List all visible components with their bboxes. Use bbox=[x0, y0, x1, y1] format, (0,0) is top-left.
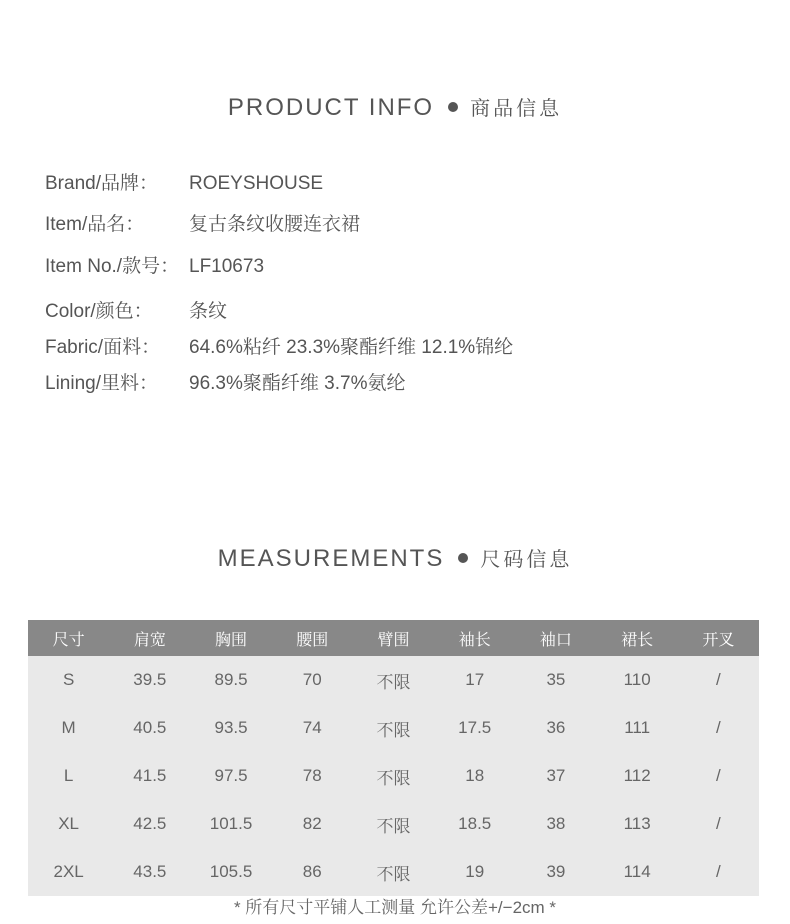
table-cell: 36 bbox=[515, 704, 596, 752]
measurements-title bbox=[0, 543, 790, 573]
table-cell: 不限 bbox=[353, 848, 434, 896]
header-cuff: 袖口 bbox=[515, 620, 596, 656]
info-row-fabric bbox=[45, 332, 513, 359]
table-cell: 110 bbox=[597, 656, 678, 704]
table-cell: XL bbox=[28, 800, 109, 848]
table-cell: L bbox=[28, 752, 109, 800]
table-cell: 40.5 bbox=[109, 704, 190, 752]
table-cell: 2XL bbox=[28, 848, 109, 896]
info-value: ROEYSHOUSE bbox=[189, 173, 324, 194]
table-cell: 38 bbox=[515, 800, 596, 848]
header-arm: 臂围 bbox=[353, 620, 434, 656]
info-row-brand bbox=[45, 168, 323, 195]
table-cell: 35 bbox=[515, 656, 596, 704]
table-row bbox=[28, 800, 759, 848]
table-cell: / bbox=[678, 656, 759, 704]
measurements-title-en: MEASUREMENTS bbox=[217, 545, 445, 572]
table-cell: 17.5 bbox=[434, 704, 515, 752]
table-cell: 97.5 bbox=[190, 752, 271, 800]
table-cell: 不限 bbox=[353, 800, 434, 848]
table-cell: / bbox=[678, 848, 759, 896]
table-row bbox=[28, 752, 759, 800]
table-cell: M bbox=[28, 704, 109, 752]
info-row-lining bbox=[45, 368, 405, 395]
header-skirt-length: 裙长 bbox=[597, 620, 678, 656]
table-cell: 114 bbox=[597, 848, 678, 896]
info-label: Item No./款号： bbox=[45, 256, 180, 277]
bullet-dot-icon bbox=[458, 553, 468, 563]
header-slit: 开叉 bbox=[678, 620, 759, 656]
table-cell: 39 bbox=[515, 848, 596, 896]
table-cell: 78 bbox=[272, 752, 353, 800]
product-info-title-cn: 商品信息 bbox=[470, 98, 563, 120]
bullet-dot-icon bbox=[448, 102, 458, 112]
info-label: Color/颜色： bbox=[45, 301, 153, 322]
table-cell: 不限 bbox=[353, 752, 434, 800]
table-cell: / bbox=[678, 752, 759, 800]
table-cell: 113 bbox=[597, 800, 678, 848]
table-cell: 89.5 bbox=[190, 656, 271, 704]
table-cell: 不限 bbox=[353, 704, 434, 752]
table-cell: 105.5 bbox=[190, 848, 271, 896]
header-size: 尺寸 bbox=[28, 620, 109, 656]
info-value: 64.6%粘纤 23.3%聚酯纤维 12.1%锦纶 bbox=[189, 337, 514, 358]
info-row-item bbox=[45, 209, 360, 236]
table-cell: 17 bbox=[434, 656, 515, 704]
table-row bbox=[28, 704, 759, 752]
info-label: Item/品名： bbox=[45, 214, 145, 235]
header-bust: 胸围 bbox=[190, 620, 271, 656]
table-cell: 19 bbox=[434, 848, 515, 896]
info-label: Lining/里料： bbox=[45, 373, 158, 394]
table-cell: S bbox=[28, 656, 109, 704]
header-shoulder: 肩宽 bbox=[109, 620, 190, 656]
info-label: Brand/品牌： bbox=[45, 173, 158, 194]
table-header-row bbox=[28, 620, 759, 656]
table-cell: 111 bbox=[597, 704, 678, 752]
table-cell: 43.5 bbox=[109, 848, 190, 896]
table-cell: 37 bbox=[515, 752, 596, 800]
table-cell: / bbox=[678, 704, 759, 752]
product-info-title bbox=[0, 92, 790, 122]
header-waist: 腰围 bbox=[272, 620, 353, 656]
table-cell: / bbox=[678, 800, 759, 848]
table-cell: 不限 bbox=[353, 656, 434, 704]
table-cell: 42.5 bbox=[109, 800, 190, 848]
table-cell: 70 bbox=[272, 656, 353, 704]
table-cell: 18 bbox=[434, 752, 515, 800]
info-value: LF10673 bbox=[189, 256, 265, 277]
table-row bbox=[28, 848, 759, 896]
table-cell: 101.5 bbox=[190, 800, 271, 848]
table-cell: 18.5 bbox=[434, 800, 515, 848]
info-row-color bbox=[45, 296, 227, 323]
table-cell: 74 bbox=[272, 704, 353, 752]
info-value: 条纹 bbox=[189, 301, 228, 322]
product-info-title-en: PRODUCT INFO bbox=[227, 94, 435, 121]
table-cell: 93.5 bbox=[190, 704, 271, 752]
size-table bbox=[28, 620, 759, 896]
info-row-item-no bbox=[45, 251, 264, 278]
measurements-title-cn: 尺码信息 bbox=[480, 549, 573, 571]
measurement-note: * 所有尺寸平铺人工测量 允许公差+/−2cm * bbox=[233, 898, 557, 917]
table-cell: 41.5 bbox=[109, 752, 190, 800]
info-value: 复古条纹收腰连衣裙 bbox=[189, 214, 361, 235]
table-cell: 112 bbox=[597, 752, 678, 800]
table-cell: 86 bbox=[272, 848, 353, 896]
table-row bbox=[28, 656, 759, 704]
info-value: 96.3%聚酯纤维 3.7%氨纶 bbox=[189, 373, 406, 394]
table-cell: 39.5 bbox=[109, 656, 190, 704]
header-sleeve-length: 袖长 bbox=[434, 620, 515, 656]
table-cell: 82 bbox=[272, 800, 353, 848]
info-label: Fabric/面料： bbox=[45, 337, 161, 358]
